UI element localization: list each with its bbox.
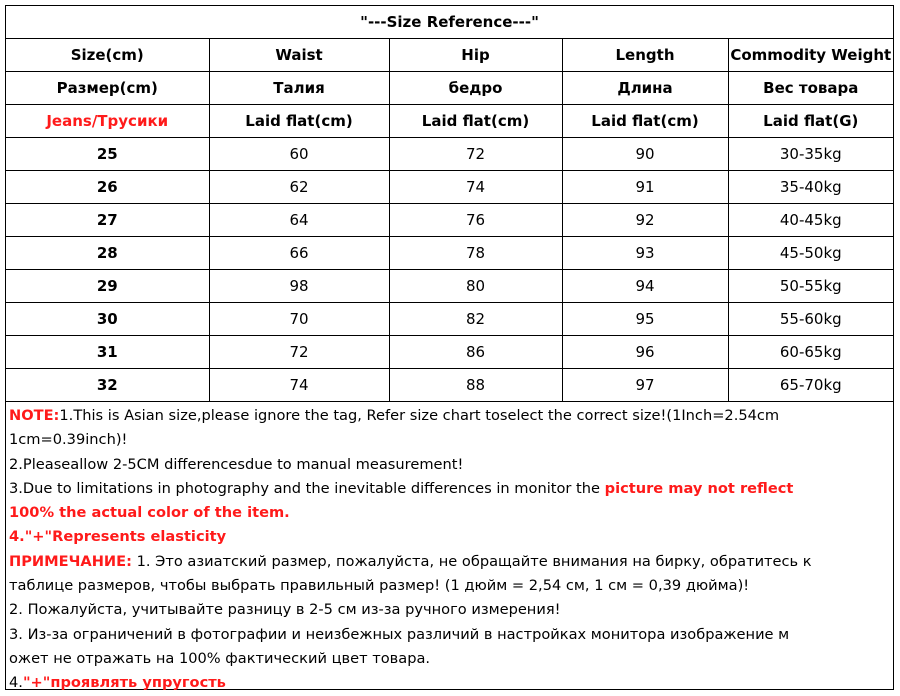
cell-length: 95 — [562, 303, 728, 336]
table-row — [6, 171, 893, 204]
cell-weight: 45-50kg — [728, 237, 893, 270]
cell-weight: 30-35kg — [728, 138, 893, 171]
table-row — [6, 369, 893, 402]
header-weight: Commodity Weight — [728, 39, 893, 72]
note-4: 4."+"Represents elasticity — [9, 528, 227, 546]
category-label: Jeans/Трусики — [6, 105, 209, 138]
header-weight-ru: Вес товара — [728, 72, 893, 105]
cell-hip: 82 — [389, 303, 562, 336]
cell-size: 31 — [6, 336, 209, 369]
size-table — [6, 6, 893, 402]
cell-weight: 35-40kg — [728, 171, 893, 204]
cell-size: 26 — [6, 171, 209, 204]
table-row — [6, 303, 893, 336]
cell-size: 28 — [6, 237, 209, 270]
header-waist-ru: Талия — [209, 72, 389, 105]
note-1-line-1 — [9, 404, 891, 428]
cell-hip: 80 — [389, 270, 562, 303]
cell-hip: 74 — [389, 171, 562, 204]
cell-waist: 66 — [209, 237, 389, 270]
cell-length: 94 — [562, 270, 728, 303]
cell-waist: 72 — [209, 336, 389, 369]
cell-hip: 76 — [389, 204, 562, 237]
cell-weight: 60-65kg — [728, 336, 893, 369]
cell-size: 25 — [6, 138, 209, 171]
cell-hip: 86 — [389, 336, 562, 369]
cell-weight: 65-70kg — [728, 369, 893, 402]
header-row-en — [6, 39, 893, 72]
cell-waist: 98 — [209, 270, 389, 303]
size-chart-sheet — [5, 5, 894, 690]
cell-waist: 62 — [209, 171, 389, 204]
table-title: "---Size Reference---" — [6, 6, 893, 39]
ru-note-1-line-2: таблице размеров, чтобы выбрать правильный размер! (1 дюйм = 2,54 см, 1 см = 0,39 дюйма)! — [9, 577, 750, 595]
ru-note-1-text: 1. Это азиатский размер, пожалуйста, не обращайте внимания на бирку, обратитесь к — [131, 552, 812, 570]
cell-waist: 74 — [209, 369, 389, 402]
cell-waist: 70 — [209, 303, 389, 336]
cell-waist: 60 — [209, 138, 389, 171]
ru-note-label: ПРИМЕЧАНИЕ: — [9, 552, 132, 570]
cell-weight: 55-60kg — [728, 303, 893, 336]
ru-note-3-line-1: 3. Из-за ограничений в фотографии и неизбежных различий в настройках монитора изображение м — [9, 625, 790, 643]
header-size-ru: Размер(cm) — [6, 72, 209, 105]
note-label: NOTE: — [9, 407, 60, 424]
header-size: Size(cm) — [6, 39, 209, 72]
unit-waist: Laid flat(cm) — [209, 105, 389, 138]
cell-size: 32 — [6, 369, 209, 402]
notes-block — [6, 402, 893, 696]
cell-size: 27 — [6, 204, 209, 237]
header-hip: Hip — [389, 39, 562, 72]
table-row — [6, 336, 893, 369]
unit-weight: Laid flat(G) — [728, 105, 893, 138]
table-row — [6, 204, 893, 237]
unit-length: Laid flat(cm) — [562, 105, 728, 138]
cell-weight: 50-55kg — [728, 270, 893, 303]
header-row-unit — [6, 105, 893, 138]
note-3-line-1 — [9, 477, 891, 501]
note-1-text: 1.This is Asian size,please ignore the tag, Refer size chart toselect the correct size!(1Inch=2.54cm — [59, 407, 780, 424]
table-row — [6, 138, 893, 171]
ru-note-3-line-2: ожет не отражать на 100% фактический цвет товара. — [9, 649, 431, 667]
ru-note-1-line-1 — [9, 550, 891, 574]
cell-size: 30 — [6, 303, 209, 336]
header-row-ru — [6, 72, 893, 105]
cell-length: 97 — [562, 369, 728, 402]
ru-note-4-text: "+"проявлять упругость — [22, 674, 226, 692]
cell-length: 96 — [562, 336, 728, 369]
cell-hip: 88 — [389, 369, 562, 402]
table-row — [6, 270, 893, 303]
table-row — [6, 237, 893, 270]
cell-length: 91 — [562, 171, 728, 204]
ru-note-2: 2. Пожалуйста, учитывайте разницу в 2-5 см из-за ручного измерения! — [9, 601, 561, 619]
note-3-text: 3.Due to limitations in photography and the inevitable differences in monitor the — [9, 479, 605, 497]
cell-length: 92 — [562, 204, 728, 237]
header-hip-ru: бедро — [389, 72, 562, 105]
cell-length: 90 — [562, 138, 728, 171]
note-3-line-2: 100% the actual color of the item. — [9, 504, 290, 522]
cell-hip: 78 — [389, 237, 562, 270]
header-length-ru: Длина — [562, 72, 728, 105]
header-waist: Waist — [209, 39, 389, 72]
note-1-line-2: 1cm=0.39inch)! — [9, 431, 128, 449]
cell-hip: 72 — [389, 138, 562, 171]
cell-size: 29 — [6, 270, 209, 303]
note-2: 2.Pleaseallow 2-5CM differencesdue to manual measurement! — [9, 455, 464, 473]
header-length: Length — [562, 39, 728, 72]
ru-note-4-prefix: 4. — [9, 674, 23, 692]
cell-waist: 64 — [209, 204, 389, 237]
cell-length: 93 — [562, 237, 728, 270]
title-row — [6, 6, 893, 39]
note-3-highlight: picture may not reflect — [604, 479, 794, 497]
unit-hip: Laid flat(cm) — [389, 105, 562, 138]
ru-note-4 — [9, 671, 891, 695]
cell-weight: 40-45kg — [728, 204, 893, 237]
